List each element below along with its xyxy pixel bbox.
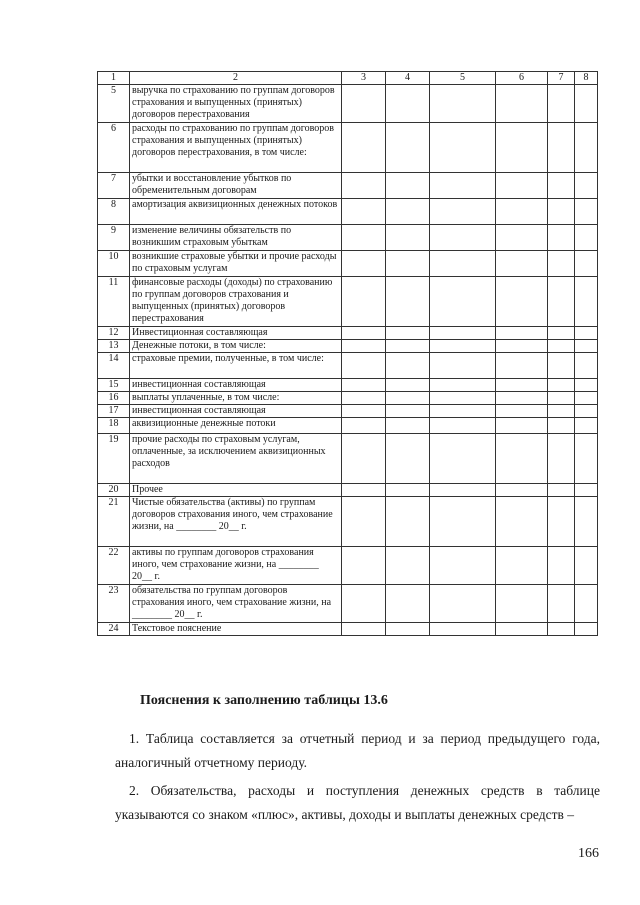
empty-cell [575,497,598,547]
empty-cell [496,251,548,277]
row-label: выплаты уплаченные, в том числе: [130,392,342,405]
empty-cell [575,85,598,123]
empty-cell [386,277,430,327]
row-number: 16 [98,392,130,405]
table-row [98,434,598,484]
empty-cell [575,251,598,277]
row-number: 21 [98,497,130,547]
empty-cell [430,484,496,497]
empty-cell [496,585,548,623]
empty-cell [430,353,496,379]
empty-cell [342,434,386,484]
row-label: Инвестиционная составляющая [130,327,342,340]
empty-cell [342,251,386,277]
header-cell: 7 [548,72,575,85]
empty-cell [548,85,575,123]
empty-cell [386,497,430,547]
empty-cell [386,484,430,497]
empty-cell [342,173,386,199]
empty-cell [575,585,598,623]
explanation-paragraph-2: 2. Обязательства, расходы и поступления денежных средств в таблице указываются со знаком «плюс», активы, доходы и выплаты денежных средств – [115,783,600,822]
empty-cell [575,484,598,497]
empty-cell [496,547,548,585]
empty-cell [342,547,386,585]
row-label: прочие расходы по страховым услугам, оплаченные, за исключением аквизиционных расходов [130,434,342,484]
empty-cell [548,225,575,251]
empty-cell [496,392,548,405]
row-number: 14 [98,353,130,379]
empty-cell [548,173,575,199]
empty-cell [496,418,548,434]
header-cell: 8 [575,72,598,85]
empty-cell [496,405,548,418]
empty-cell [496,353,548,379]
row-label: страховые премии, полученные, в том числе: [130,353,342,379]
empty-cell [548,353,575,379]
empty-cell [496,225,548,251]
row-label: Денежные потоки, в том числе: [130,340,342,353]
empty-cell [430,327,496,340]
empty-cell [496,277,548,327]
empty-cell [386,418,430,434]
table-header-row [98,72,598,85]
empty-cell [386,199,430,225]
row-number: 13 [98,340,130,353]
table-row [98,623,598,636]
empty-cell [342,405,386,418]
row-label: убытки и восстановление убытков по обременительным договорам [130,173,342,199]
empty-cell [386,434,430,484]
row-label: возникшие страховые убытки и прочие расходы по страховым услугам [130,251,342,277]
table-row [98,497,598,547]
empty-cell [386,353,430,379]
table-row [98,225,598,251]
empty-cell [496,340,548,353]
row-label: активы по группам договоров страхования иного, чем страхование жизни, на ________ 20__ г. [130,547,342,585]
row-number: 5 [98,85,130,123]
empty-cell [496,123,548,173]
empty-cell [548,405,575,418]
row-number: 7 [98,173,130,199]
empty-cell [575,327,598,340]
empty-cell [342,353,386,379]
empty-cell [548,434,575,484]
empty-cell [575,225,598,251]
empty-cell [496,173,548,199]
row-number: 17 [98,405,130,418]
empty-cell [496,497,548,547]
report-table [97,71,598,636]
row-number: 10 [98,251,130,277]
empty-cell [575,379,598,392]
table-row [98,392,598,405]
header-cell: 3 [342,72,386,85]
empty-cell [575,199,598,225]
row-label: изменение величины обязательств по возникшим страховым убыткам [130,225,342,251]
header-cell: 1 [98,72,130,85]
row-number: 22 [98,547,130,585]
explanation-paragraph-1: 1. Таблица составляется за отчетный период и за период предыдущего года, аналогичный отчетному периоду. [115,731,600,770]
empty-cell [430,497,496,547]
empty-cell [430,405,496,418]
empty-cell [430,225,496,251]
empty-cell [548,418,575,434]
empty-cell [430,277,496,327]
empty-cell [430,585,496,623]
table-row [98,277,598,327]
empty-cell [386,623,430,636]
empty-cell [575,434,598,484]
row-label: Прочее [130,484,342,497]
empty-cell [342,484,386,497]
empty-cell [386,85,430,123]
header-cell: 5 [430,72,496,85]
empty-cell [386,251,430,277]
table-row [98,353,598,379]
table-row [98,418,598,434]
row-number: 24 [98,623,130,636]
empty-cell [575,353,598,379]
row-number: 18 [98,418,130,434]
empty-cell [386,340,430,353]
empty-cell [575,123,598,173]
row-number: 20 [98,484,130,497]
row-number: 6 [98,123,130,173]
empty-cell [430,379,496,392]
empty-cell [548,277,575,327]
empty-cell [342,199,386,225]
empty-cell [342,225,386,251]
empty-cell [386,405,430,418]
empty-cell [548,392,575,405]
empty-cell [496,484,548,497]
empty-cell [342,392,386,405]
empty-cell [548,123,575,173]
empty-cell [386,585,430,623]
empty-cell [548,585,575,623]
empty-cell [430,123,496,173]
empty-cell [342,340,386,353]
table-row [98,199,598,225]
empty-cell [496,199,548,225]
empty-cell [342,497,386,547]
empty-cell [430,434,496,484]
row-number: 11 [98,277,130,327]
page-number: 166 [578,846,599,861]
empty-cell [430,547,496,585]
empty-cell [342,623,386,636]
row-label: инвестиционная составляющая [130,379,342,392]
empty-cell [575,547,598,585]
empty-cell [430,251,496,277]
empty-cell [386,123,430,173]
empty-cell [575,418,598,434]
table-row [98,340,598,353]
empty-cell [496,327,548,340]
table-row [98,585,598,623]
row-label: аквизиционные денежные потоки [130,418,342,434]
empty-cell [342,585,386,623]
empty-cell [430,173,496,199]
empty-cell [430,623,496,636]
row-label: финансовые расходы (доходы) по страхованию по группам договоров страхования и выпущенных (принятых) договоров перестрахования [130,277,342,327]
empty-cell [496,434,548,484]
empty-cell [386,225,430,251]
row-label: выручка по страхованию по группам договоров страхования и выпущенных (принятых) договоров перестрахования [130,85,342,123]
row-number: 15 [98,379,130,392]
table-row [98,484,598,497]
table-row [98,173,598,199]
header-cell: 6 [496,72,548,85]
row-label: Чистые обязательства (активы) по группам договоров страхования иного, чем страхование жизни, на ________ 20__ г. [130,497,342,547]
table-row [98,405,598,418]
row-label: обязательства по группам договоров страхования иного, чем страхование жизни, на ________ 20__ г. [130,585,342,623]
table-row [98,85,598,123]
table-row [98,327,598,340]
empty-cell [342,327,386,340]
empty-cell [575,277,598,327]
table-row [98,251,598,277]
row-label: инвестиционная составляющая [130,405,342,418]
header-cell: 4 [386,72,430,85]
empty-cell [548,199,575,225]
empty-cell [386,327,430,340]
empty-cell [548,379,575,392]
row-number: 23 [98,585,130,623]
header-cell: 2 [130,72,342,85]
empty-cell [386,379,430,392]
empty-cell [575,623,598,636]
empty-cell [386,547,430,585]
row-number: 9 [98,225,130,251]
row-label: Текстовое пояснение [130,623,342,636]
empty-cell [575,405,598,418]
empty-cell [548,497,575,547]
empty-cell [575,392,598,405]
empty-cell [430,85,496,123]
empty-cell [496,85,548,123]
table-row [98,123,598,173]
empty-cell [548,547,575,585]
empty-cell [430,340,496,353]
empty-cell [342,277,386,327]
empty-cell [386,173,430,199]
empty-cell [342,123,386,173]
empty-cell [342,379,386,392]
empty-cell [430,392,496,405]
empty-cell [430,418,496,434]
empty-cell [575,340,598,353]
empty-cell [430,199,496,225]
row-number: 8 [98,199,130,225]
row-label: расходы по страхованию по группам договоров страхования и выпущенных (принятых) договоров перестрахования, в том числе: [130,123,342,173]
empty-cell [548,327,575,340]
empty-cell [496,623,548,636]
empty-cell [386,392,430,405]
table-row [98,379,598,392]
empty-cell [575,173,598,199]
empty-cell [342,418,386,434]
empty-cell [548,251,575,277]
row-number: 19 [98,434,130,484]
row-number: 12 [98,327,130,340]
table-row [98,547,598,585]
row-label: амортизация аквизиционных денежных потоков [130,199,342,225]
empty-cell [496,379,548,392]
empty-cell [548,623,575,636]
empty-cell [548,340,575,353]
explanations-title: Пояснения к заполнению таблицы 13.6 [140,693,388,708]
empty-cell [342,85,386,123]
empty-cell [548,484,575,497]
